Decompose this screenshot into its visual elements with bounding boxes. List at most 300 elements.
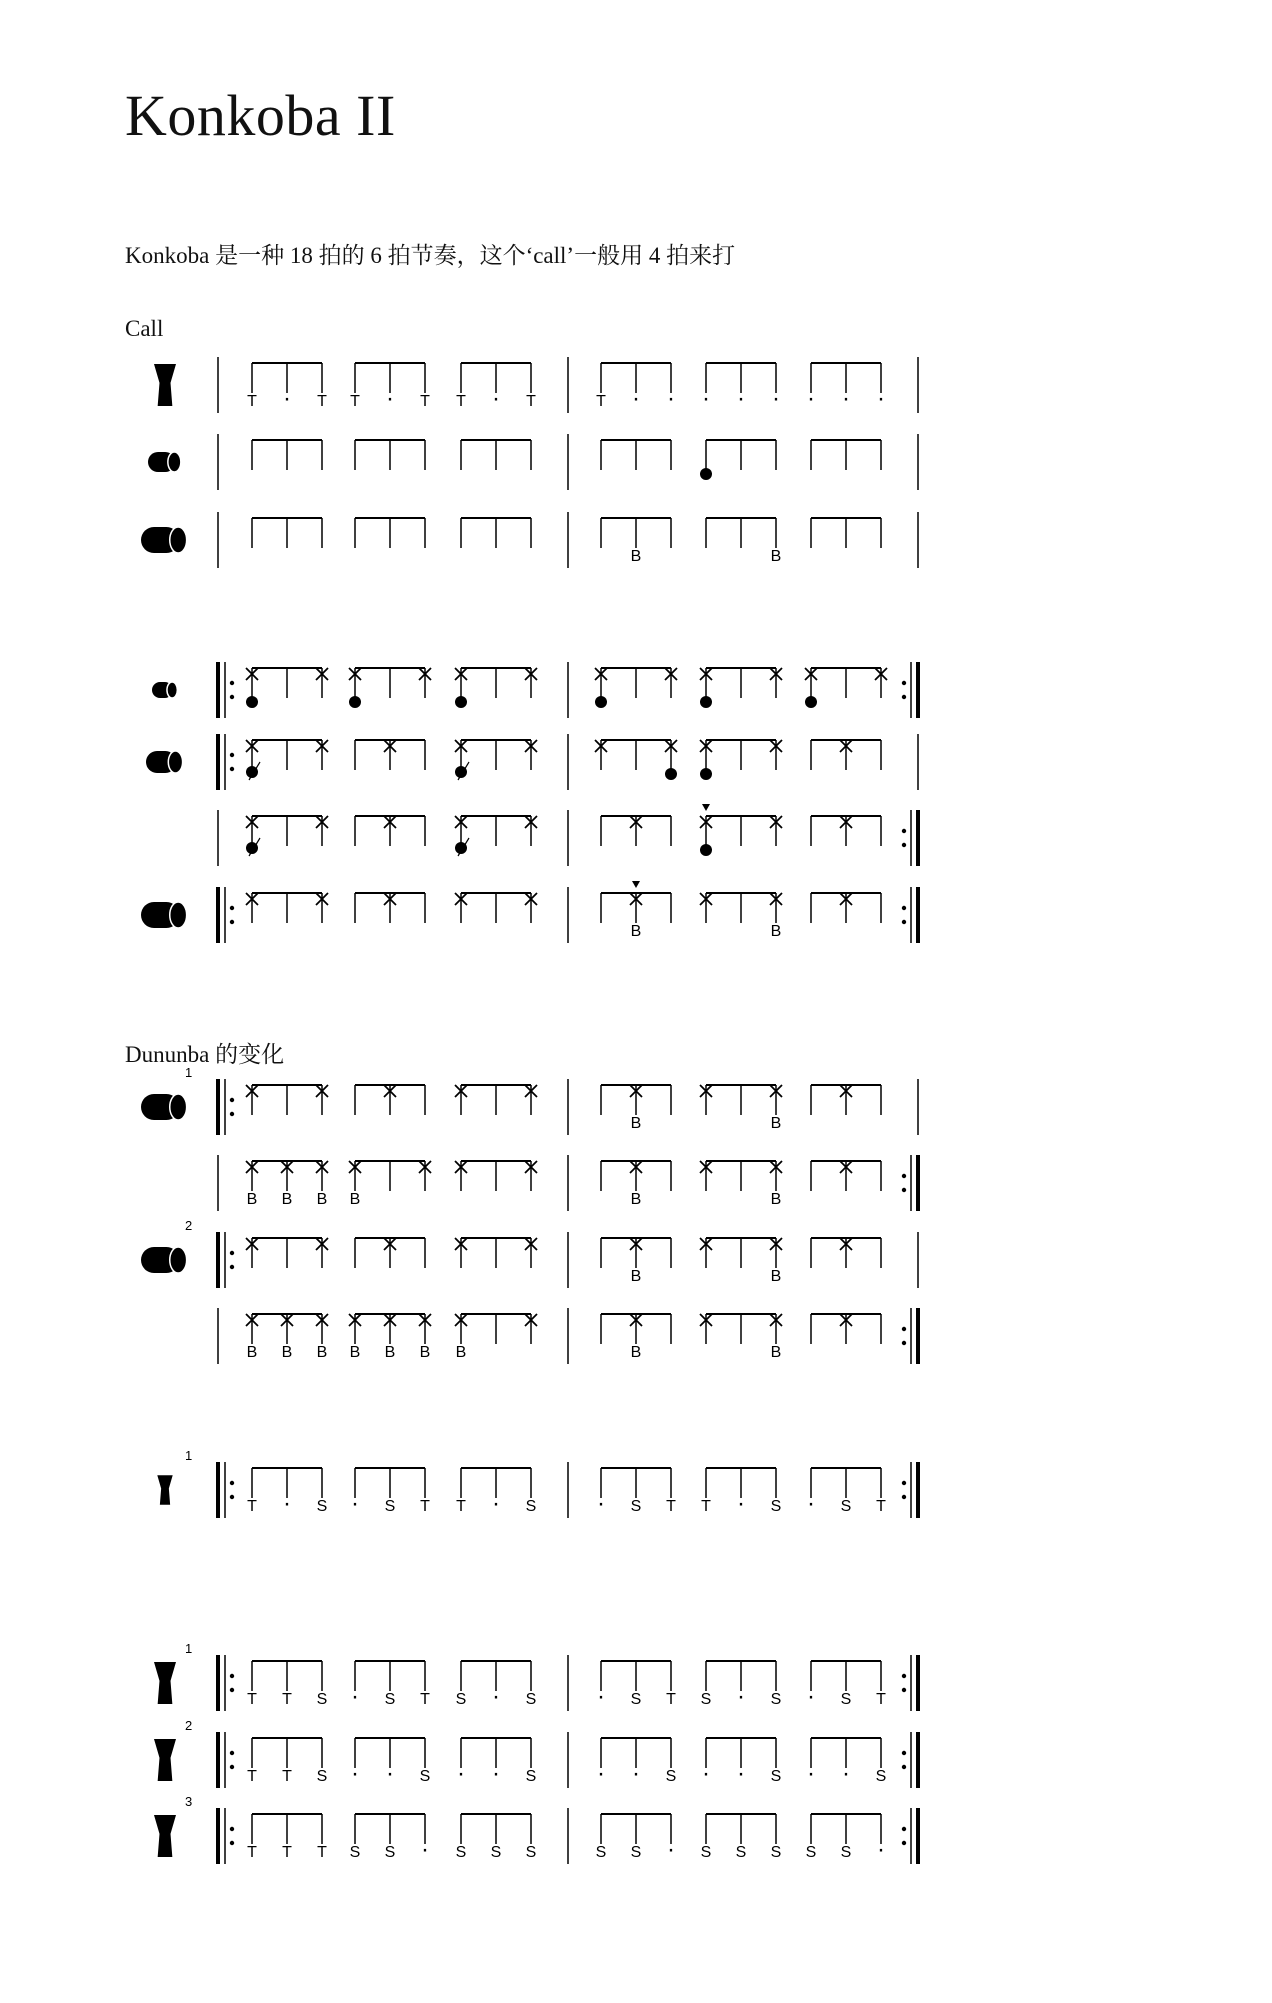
beat-group bbox=[811, 440, 881, 470]
variation-number: 3 bbox=[185, 1794, 193, 1809]
beat-note bbox=[631, 1661, 642, 1708]
stroke-letter: B bbox=[770, 923, 782, 940]
stroke-letter: T bbox=[876, 1498, 886, 1515]
beat-group bbox=[246, 1085, 328, 1115]
beat-note bbox=[316, 893, 328, 923]
stroke-letter: B bbox=[246, 1344, 258, 1361]
beat-group bbox=[455, 668, 537, 708]
beat-note bbox=[630, 881, 642, 940]
repeat-end-barline bbox=[902, 887, 918, 943]
rhythm-row bbox=[141, 1218, 918, 1288]
beat-note bbox=[595, 740, 607, 770]
beat-note bbox=[455, 893, 467, 923]
beat-note bbox=[807, 1661, 815, 1710]
beat-group bbox=[350, 363, 430, 412]
stroke-letter: S bbox=[316, 1498, 328, 1515]
beat-note bbox=[877, 1814, 885, 1863]
beat-note bbox=[667, 363, 675, 412]
beat-group bbox=[601, 440, 671, 470]
beat-group bbox=[601, 881, 671, 940]
beat-note bbox=[349, 1161, 361, 1208]
beat-group bbox=[455, 1238, 537, 1268]
stroke-letter: T bbox=[247, 1768, 257, 1785]
stroke-letter: B bbox=[384, 1344, 396, 1361]
beat-note bbox=[246, 1161, 258, 1208]
repeat-start-barline bbox=[218, 1232, 234, 1288]
stroke-letter: · bbox=[386, 1760, 394, 1787]
beat-note bbox=[737, 1661, 745, 1710]
beat-note bbox=[840, 1085, 852, 1115]
beat-group bbox=[246, 1314, 328, 1361]
beat-note bbox=[632, 1738, 640, 1787]
beat-note bbox=[702, 363, 710, 412]
stroke-letter: S bbox=[630, 1844, 642, 1861]
beat-note bbox=[700, 1161, 712, 1191]
beat-group bbox=[805, 668, 887, 708]
stroke-letter: S bbox=[665, 1768, 677, 1785]
beat-note bbox=[840, 740, 852, 770]
rhythm-row bbox=[154, 357, 918, 413]
stroke-letter: S bbox=[525, 1498, 537, 1515]
beat-note bbox=[840, 816, 852, 846]
stroke-letter: T bbox=[282, 1691, 292, 1708]
stroke-letter: B bbox=[630, 548, 642, 565]
beat-note bbox=[349, 1314, 361, 1361]
beat-note bbox=[597, 1468, 605, 1517]
stroke-letter: · bbox=[351, 1683, 359, 1710]
beat-group bbox=[595, 668, 677, 708]
beat-note bbox=[525, 668, 537, 698]
beat-note bbox=[840, 1314, 852, 1344]
stroke-letter: · bbox=[737, 1683, 745, 1710]
beat-note bbox=[281, 1161, 293, 1208]
beat-note bbox=[770, 668, 782, 698]
stroke-letter: · bbox=[807, 1683, 815, 1710]
beat-note bbox=[420, 1738, 431, 1785]
beat-group bbox=[601, 1161, 671, 1208]
beat-note bbox=[700, 1314, 712, 1344]
beat-group bbox=[351, 1738, 430, 1787]
stroke-letter: · bbox=[807, 385, 815, 412]
beat-group bbox=[597, 1738, 676, 1787]
beat-note bbox=[700, 893, 712, 923]
stroke-letter: B bbox=[316, 1191, 328, 1208]
beat-note bbox=[876, 1738, 887, 1785]
bell-stroke-dot bbox=[700, 844, 712, 856]
beat-note bbox=[526, 1468, 537, 1515]
rhythm-row bbox=[218, 1308, 918, 1364]
beat-group bbox=[355, 518, 425, 548]
beat-note bbox=[246, 1238, 258, 1268]
djembe-icon bbox=[154, 1662, 176, 1704]
beat-note bbox=[877, 363, 885, 412]
stroke-letter: · bbox=[597, 1490, 605, 1517]
repeat-start-barline bbox=[218, 1732, 234, 1788]
beat-note bbox=[456, 1661, 467, 1708]
beat-note bbox=[770, 1161, 782, 1208]
stroke-letter: · bbox=[632, 385, 640, 412]
stroke-letter: B bbox=[281, 1344, 293, 1361]
stroke-letter: · bbox=[702, 385, 710, 412]
stroke-letter: S bbox=[525, 1691, 537, 1708]
beat-note bbox=[667, 1814, 675, 1863]
stroke-letter: S bbox=[735, 1844, 747, 1861]
beat-note bbox=[597, 1661, 605, 1710]
beat-note bbox=[526, 363, 536, 410]
beat-group bbox=[701, 1468, 781, 1517]
beat-note bbox=[420, 1661, 430, 1708]
stroke-letter: · bbox=[597, 1760, 605, 1787]
beat-group bbox=[595, 740, 677, 780]
beat-note bbox=[701, 1468, 711, 1515]
beat-note bbox=[700, 668, 712, 708]
beat-note bbox=[455, 1314, 467, 1361]
beat-note bbox=[841, 1661, 852, 1708]
beat-note bbox=[596, 363, 606, 410]
stroke-letter: · bbox=[351, 1760, 359, 1787]
stroke-letter: S bbox=[840, 1691, 852, 1708]
beat-group bbox=[246, 1238, 328, 1268]
beat-note bbox=[283, 1468, 291, 1517]
stroke-letter: B bbox=[770, 548, 782, 565]
stroke-letter: S bbox=[770, 1844, 782, 1861]
beat-note bbox=[456, 1468, 466, 1515]
stroke-letter: · bbox=[877, 385, 885, 412]
beat-group bbox=[461, 518, 531, 548]
beat-note bbox=[526, 1814, 537, 1861]
beat-note bbox=[384, 893, 396, 923]
beat-note bbox=[492, 1738, 500, 1787]
page-title: Konkoba II bbox=[125, 83, 396, 148]
beat-group bbox=[456, 363, 536, 412]
stroke-letter: T bbox=[282, 1768, 292, 1785]
stroke-letter: T bbox=[456, 1498, 466, 1515]
beat-group bbox=[806, 1814, 885, 1863]
stroke-letter: S bbox=[840, 1844, 852, 1861]
bell-stroke-dot bbox=[246, 696, 258, 708]
stroke-letter: B bbox=[770, 1344, 782, 1361]
stroke-letter: T bbox=[282, 1844, 292, 1861]
beat-note bbox=[246, 1314, 258, 1361]
beat-note bbox=[282, 1661, 292, 1708]
beat-note bbox=[455, 1238, 467, 1268]
stroke-letter: B bbox=[630, 1115, 642, 1132]
beat-note bbox=[316, 1161, 328, 1208]
stroke-letter: S bbox=[525, 1768, 537, 1785]
rhythm-row bbox=[152, 662, 918, 718]
beat-note bbox=[384, 816, 396, 846]
beat-note bbox=[631, 1814, 642, 1861]
beat-note bbox=[666, 1738, 677, 1785]
beat-group bbox=[700, 1314, 782, 1361]
beat-note bbox=[350, 1814, 361, 1861]
beat-note bbox=[525, 893, 537, 923]
stroke-letter: S bbox=[700, 1844, 712, 1861]
intro-text: Konkoba 是一种 18 拍的 6 拍节奏，这个‘call’一般用 4 拍来打 bbox=[125, 243, 736, 268]
stroke-letter: B bbox=[419, 1344, 431, 1361]
bell-stroke-dot bbox=[805, 696, 817, 708]
rhythm-row bbox=[218, 804, 918, 866]
repeat-start-barline bbox=[218, 1808, 234, 1864]
beat-note bbox=[421, 1814, 429, 1863]
djembe-icon bbox=[157, 1475, 172, 1504]
beat-note bbox=[807, 1738, 815, 1787]
accent-marker bbox=[702, 804, 710, 811]
beat-note bbox=[770, 740, 782, 770]
beat-note bbox=[701, 1661, 712, 1708]
beat-note bbox=[525, 816, 537, 846]
beat-note bbox=[631, 1468, 642, 1515]
stroke-letter: · bbox=[492, 1490, 500, 1517]
beat-note bbox=[840, 1161, 852, 1191]
beat-group bbox=[811, 1161, 881, 1191]
beat-note bbox=[455, 668, 467, 708]
stroke-letter: S bbox=[840, 1498, 852, 1515]
rhythm-row bbox=[157, 1448, 918, 1518]
stroke-letter: · bbox=[632, 1760, 640, 1787]
beat-note bbox=[841, 1814, 852, 1861]
beat-group bbox=[601, 1238, 671, 1285]
beat-note bbox=[805, 668, 817, 708]
rhythm-row bbox=[146, 734, 918, 790]
beat-note bbox=[456, 363, 466, 410]
stroke-letter: · bbox=[772, 385, 780, 412]
stroke-letter: T bbox=[420, 393, 430, 410]
stroke-letter: · bbox=[492, 1760, 500, 1787]
stroke-letter: · bbox=[702, 1760, 710, 1787]
beat-note bbox=[665, 740, 677, 780]
beat-note bbox=[665, 668, 677, 698]
beat-note bbox=[281, 1314, 293, 1361]
stroke-letter: B bbox=[246, 1191, 258, 1208]
beat-group bbox=[247, 1661, 327, 1708]
stroke-letter: · bbox=[386, 385, 394, 412]
beat-note bbox=[771, 1468, 782, 1515]
stroke-letter: T bbox=[247, 1498, 257, 1515]
bell-stroke-dot bbox=[455, 696, 467, 708]
repeat-end-barline bbox=[902, 1308, 918, 1364]
beat-note bbox=[702, 1738, 710, 1787]
beat-note bbox=[246, 668, 258, 708]
beat-note bbox=[316, 740, 328, 770]
beat-note bbox=[771, 1661, 782, 1708]
beat-group bbox=[807, 1738, 886, 1787]
beat-group bbox=[597, 1468, 676, 1517]
stroke-letter: S bbox=[630, 1498, 642, 1515]
beat-group bbox=[700, 668, 782, 708]
stroke-letter: T bbox=[666, 1498, 676, 1515]
stroke-letter: T bbox=[876, 1691, 886, 1708]
beat-note bbox=[526, 1738, 537, 1785]
beat-note bbox=[282, 1814, 292, 1861]
rhythm-row bbox=[141, 512, 918, 568]
beat-note bbox=[492, 1468, 500, 1517]
repeat-start-barline bbox=[218, 1655, 234, 1711]
beat-note bbox=[317, 1661, 328, 1708]
bell-stroke-dot bbox=[665, 768, 677, 780]
stroke-letter: · bbox=[457, 1760, 465, 1787]
beat-note bbox=[700, 804, 712, 856]
beat-note bbox=[316, 1238, 328, 1268]
beat-note bbox=[316, 668, 328, 698]
beat-note bbox=[876, 1661, 886, 1708]
beat-group bbox=[807, 1468, 886, 1517]
beat-group bbox=[700, 1161, 782, 1208]
beat-note bbox=[247, 1738, 257, 1785]
beat-group bbox=[601, 816, 671, 846]
beat-note bbox=[282, 1738, 292, 1785]
beat-note bbox=[842, 363, 850, 412]
beat-note bbox=[386, 363, 394, 412]
stroke-letter: T bbox=[247, 393, 257, 410]
beat-note bbox=[807, 1468, 815, 1517]
beat-note bbox=[840, 893, 852, 923]
beat-group bbox=[700, 893, 782, 940]
beat-group bbox=[246, 1161, 328, 1208]
bell-stroke-dot bbox=[700, 768, 712, 780]
stroke-letter: S bbox=[384, 1844, 396, 1861]
rhythm-row bbox=[154, 1641, 918, 1711]
beat-group bbox=[702, 363, 780, 412]
beat-group bbox=[811, 518, 881, 548]
beat-note bbox=[317, 1468, 328, 1515]
stroke-letter: S bbox=[455, 1691, 467, 1708]
beat-group bbox=[247, 1468, 327, 1517]
stroke-letter: S bbox=[316, 1768, 328, 1785]
beat-group bbox=[700, 1238, 782, 1285]
beat-note bbox=[595, 668, 607, 708]
stroke-letter: S bbox=[384, 1691, 396, 1708]
beat-group bbox=[811, 816, 881, 846]
beat-note bbox=[875, 668, 887, 698]
beat-group bbox=[246, 668, 328, 708]
beat-note bbox=[807, 363, 815, 412]
rhythm-row bbox=[154, 1794, 918, 1864]
beat-note bbox=[419, 1161, 431, 1191]
djembe-icon bbox=[154, 1815, 176, 1857]
beat-group bbox=[700, 1085, 782, 1132]
stroke-letter: B bbox=[316, 1344, 328, 1361]
beat-note bbox=[247, 363, 257, 410]
beat-note bbox=[841, 1468, 852, 1515]
stroke-letter: · bbox=[492, 1683, 500, 1710]
repeat-start-barline bbox=[218, 887, 234, 943]
beat-note bbox=[384, 1314, 396, 1361]
beat-note bbox=[700, 1085, 712, 1115]
beat-group bbox=[246, 740, 328, 780]
beat-note bbox=[316, 1085, 328, 1115]
stroke-letter: S bbox=[490, 1844, 502, 1861]
beat-note bbox=[736, 1814, 747, 1861]
stroke-letter: T bbox=[526, 393, 536, 410]
beat-note bbox=[700, 440, 712, 480]
beat-note bbox=[385, 1814, 396, 1861]
beat-note bbox=[492, 363, 500, 412]
stroke-letter: T bbox=[420, 1691, 430, 1708]
beat-group bbox=[807, 363, 885, 412]
beat-group bbox=[355, 1238, 425, 1268]
repeat-start-barline bbox=[218, 662, 234, 718]
stroke-letter: B bbox=[630, 923, 642, 940]
repeat-start-barline bbox=[218, 1079, 234, 1135]
beat-note bbox=[737, 1738, 745, 1787]
rhythm-row bbox=[154, 1718, 918, 1788]
dunun-drum-icon bbox=[146, 751, 183, 773]
beat-group bbox=[455, 816, 537, 856]
beat-note bbox=[771, 1738, 782, 1785]
stroke-letter: B bbox=[349, 1344, 361, 1361]
beat-group bbox=[355, 893, 425, 923]
beat-group bbox=[355, 740, 425, 770]
beat-note bbox=[630, 1085, 642, 1132]
beat-note bbox=[419, 668, 431, 698]
stroke-letter: S bbox=[770, 1691, 782, 1708]
beat-note bbox=[247, 1814, 257, 1861]
beat-note bbox=[317, 1738, 328, 1785]
stroke-letter: B bbox=[770, 1268, 782, 1285]
stroke-letter: T bbox=[317, 1844, 327, 1861]
stroke-letter: B bbox=[630, 1344, 642, 1361]
stroke-letter: T bbox=[247, 1844, 257, 1861]
stroke-letter: T bbox=[666, 1691, 676, 1708]
beat-note bbox=[351, 1661, 359, 1710]
stroke-letter: T bbox=[456, 393, 466, 410]
stroke-letter: S bbox=[770, 1768, 782, 1785]
beat-note bbox=[596, 1814, 607, 1861]
beat-note bbox=[455, 740, 469, 780]
stroke-letter: · bbox=[351, 1490, 359, 1517]
rhythm-row bbox=[148, 434, 918, 490]
beat-group bbox=[246, 893, 328, 923]
beat-note bbox=[771, 518, 782, 565]
beat-group bbox=[247, 1814, 327, 1861]
beat-group bbox=[811, 1314, 881, 1344]
beat-group bbox=[247, 363, 327, 412]
beat-group bbox=[700, 740, 782, 780]
beat-group bbox=[601, 518, 671, 565]
beat-note bbox=[384, 740, 396, 770]
beat-note bbox=[666, 1468, 676, 1515]
beat-group bbox=[811, 1238, 881, 1268]
variation-number: 1 bbox=[185, 1641, 193, 1656]
repeat-end-barline bbox=[902, 1655, 918, 1711]
stroke-letter: T bbox=[420, 1498, 430, 1515]
beat-group bbox=[596, 1814, 675, 1863]
beat-note bbox=[491, 1814, 502, 1861]
stroke-letter: · bbox=[283, 385, 291, 412]
beat-note bbox=[317, 1814, 327, 1861]
beat-note bbox=[737, 1468, 745, 1517]
beat-group bbox=[351, 1468, 430, 1517]
beat-note bbox=[455, 1161, 467, 1191]
dunun-drum-icon bbox=[141, 527, 187, 553]
stroke-letter: B bbox=[281, 1191, 293, 1208]
dunun-drum-icon bbox=[141, 902, 187, 928]
beat-note bbox=[455, 1085, 467, 1115]
beat-group bbox=[355, 816, 425, 846]
beat-group bbox=[355, 1085, 425, 1115]
beat-group bbox=[596, 363, 675, 412]
rhythm-row bbox=[141, 881, 918, 943]
beat-group bbox=[700, 804, 782, 856]
beat-note bbox=[876, 1468, 886, 1515]
stroke-letter: S bbox=[700, 1691, 712, 1708]
repeat-start-barline bbox=[218, 1462, 234, 1518]
stroke-letter: · bbox=[807, 1490, 815, 1517]
stroke-letter: · bbox=[667, 385, 675, 412]
stroke-letter: B bbox=[349, 1191, 361, 1208]
stroke-letter: · bbox=[877, 1836, 885, 1863]
